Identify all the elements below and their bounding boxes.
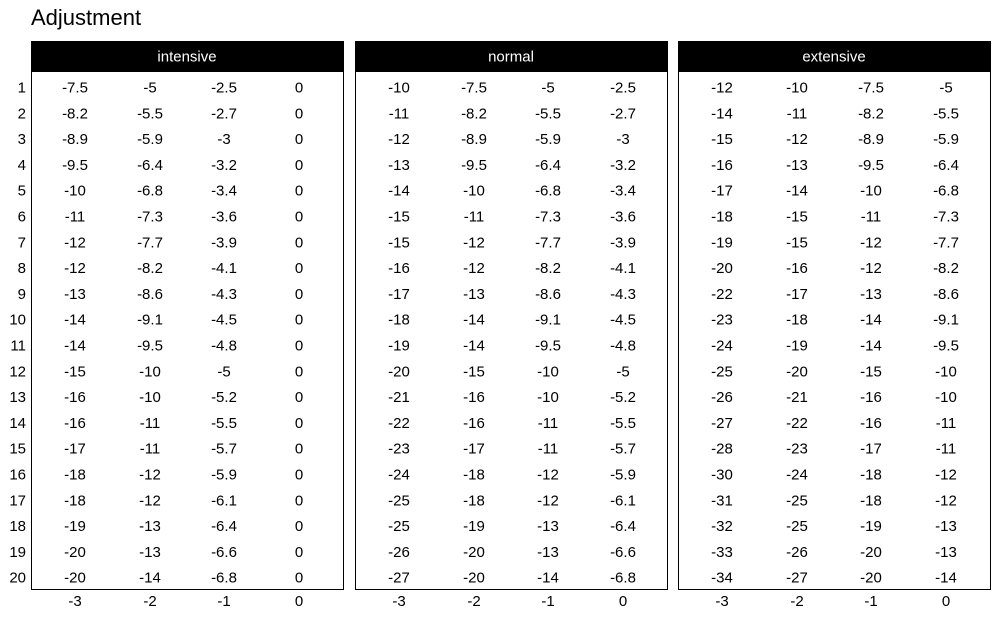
cell-value: -14 — [786, 182, 808, 200]
cell-value: -14 — [388, 182, 410, 200]
cell-value: -25 — [388, 492, 410, 510]
cell-value: -12 — [64, 260, 86, 278]
cell-value: -9.5 — [535, 337, 561, 355]
cell-value: -26 — [711, 389, 733, 407]
cell-value: -8.2 — [933, 260, 959, 278]
cell-value: -32 — [711, 518, 733, 536]
cell-value: -12 — [537, 492, 559, 510]
cell-value: -10 — [786, 79, 808, 97]
cell-value: -4.5 — [211, 311, 237, 329]
cell-value: -7.7 — [933, 234, 959, 252]
cell-value: -15 — [388, 208, 410, 226]
cell-value: -3.9 — [211, 234, 237, 252]
cell-value: -4.5 — [610, 311, 636, 329]
cell-value: -11 — [935, 440, 957, 458]
cell-value: -3.6 — [610, 208, 636, 226]
cell-value: -31 — [711, 492, 733, 510]
cell-value: -14 — [139, 569, 161, 587]
cell-value: -11 — [139, 440, 161, 458]
cell-value: -5.9 — [535, 131, 561, 149]
cell-value: -2.5 — [610, 79, 636, 97]
cell-value: -12 — [537, 466, 559, 484]
cell-value: -16 — [786, 260, 808, 278]
cell-value: -20 — [860, 543, 882, 561]
cell-value: -9.1 — [933, 311, 959, 329]
cell-value: -6.8 — [933, 182, 959, 200]
cell-value: -20 — [463, 543, 485, 561]
cell-value: -5.5 — [933, 105, 959, 123]
cell-value: 0 — [294, 569, 304, 587]
cell-value: 0 — [294, 156, 304, 174]
cell-value: 0 — [294, 234, 304, 252]
cell-value: -5.9 — [933, 131, 959, 149]
cell-value: -8.6 — [535, 285, 561, 303]
cell-value: -20 — [786, 363, 808, 381]
cell-value: -13 — [786, 156, 808, 174]
cell-value: -7.3 — [137, 208, 163, 226]
cell-value: -14 — [711, 105, 733, 123]
cell-value: -5.9 — [610, 466, 636, 484]
cell-value: -5.7 — [610, 440, 636, 458]
cell-value: -2.7 — [211, 105, 237, 123]
cell-value: -18 — [388, 311, 410, 329]
cell-value: -12 — [64, 234, 86, 252]
cell-value: -6.1 — [211, 492, 237, 510]
cell-value: -8.9 — [62, 131, 88, 149]
cell-value: -5 — [143, 79, 157, 97]
row-label: 2 — [17, 105, 26, 123]
cell-value: 0 — [294, 518, 304, 536]
cell-value: -5.5 — [211, 414, 237, 432]
cell-value: -17 — [786, 285, 808, 303]
cell-value: -10 — [537, 363, 559, 381]
cell-value: -14 — [463, 337, 485, 355]
row-label: 7 — [17, 234, 26, 252]
cell-value: -24 — [786, 466, 808, 484]
cell-value: -13 — [935, 543, 957, 561]
cell-value: -17 — [388, 285, 410, 303]
cell-value: -15 — [786, 234, 808, 252]
panel-strip-label: extensive — [802, 48, 866, 66]
cell-value: -18 — [860, 492, 882, 510]
cell-value: -24 — [711, 337, 733, 355]
cell-value: -5.9 — [137, 131, 163, 149]
cell-value: -6.4 — [137, 156, 163, 174]
cell-value: -10 — [537, 389, 559, 407]
cell-value: -18 — [711, 208, 733, 226]
cell-value: -12 — [463, 260, 485, 278]
cell-value: -23 — [388, 440, 410, 458]
cell-value: -12 — [935, 466, 957, 484]
cell-value: -14 — [537, 569, 559, 587]
cell-value: -6.6 — [610, 543, 636, 561]
cell-value: -7.7 — [535, 234, 561, 252]
cell-value: -16 — [711, 156, 733, 174]
cell-value: -15 — [711, 131, 733, 149]
row-label: 20 — [9, 569, 26, 587]
cell-value: -21 — [388, 389, 410, 407]
cell-value: -15 — [860, 363, 882, 381]
cell-value: -10 — [935, 363, 957, 381]
x-tick-label: -3 — [392, 593, 406, 610]
cell-value: -18 — [860, 466, 882, 484]
cell-value: -12 — [139, 492, 161, 510]
row-label: 13 — [9, 389, 26, 407]
cell-value: -23 — [786, 440, 808, 458]
cell-value: -4.3 — [610, 285, 636, 303]
cell-value: -18 — [64, 492, 86, 510]
cell-value: -17 — [463, 440, 485, 458]
x-tick-label: -2 — [143, 593, 157, 610]
cell-value: -25 — [786, 492, 808, 510]
cell-value: -15 — [786, 208, 808, 226]
cell-value: -15 — [463, 363, 485, 381]
cell-value: -20 — [64, 569, 86, 587]
cell-value: -4.8 — [211, 337, 237, 355]
cell-value: -15 — [388, 234, 410, 252]
cell-value: -6.6 — [211, 543, 237, 561]
x-tick-label: -1 — [864, 593, 878, 610]
cell-value: -3.6 — [211, 208, 237, 226]
cell-value: -2.7 — [610, 105, 636, 123]
cell-value: -11 — [537, 440, 559, 458]
cell-value: -5.2 — [211, 389, 237, 407]
cell-value: -16 — [860, 389, 882, 407]
cell-value: -4.3 — [211, 285, 237, 303]
cell-value: -18 — [463, 492, 485, 510]
cell-value: -22 — [388, 414, 410, 432]
cell-value: -10 — [139, 363, 161, 381]
cell-value: -11 — [537, 414, 559, 432]
row-label: 5 — [17, 182, 26, 200]
cell-value: -11 — [463, 208, 485, 226]
cell-value: -11 — [64, 208, 86, 226]
cell-value: -13 — [139, 543, 161, 561]
cell-value: -7.5 — [858, 79, 884, 97]
cell-value: -19 — [860, 518, 882, 536]
cell-value: -13 — [537, 543, 559, 561]
cell-value: -8.9 — [461, 131, 487, 149]
cell-value: 0 — [294, 414, 304, 432]
cell-value: -5.5 — [535, 105, 561, 123]
cell-value: -9.5 — [933, 337, 959, 355]
cell-value: -25 — [786, 518, 808, 536]
x-tick-label: -1 — [541, 593, 555, 610]
cell-value: -10 — [139, 389, 161, 407]
cell-value: -11 — [139, 414, 161, 432]
cell-value: -3.9 — [610, 234, 636, 252]
cell-value: -13 — [860, 285, 882, 303]
cell-value: -13 — [388, 156, 410, 174]
cell-value: 0 — [294, 389, 304, 407]
row-label: 10 — [9, 311, 26, 329]
cell-value: -11 — [388, 105, 410, 123]
cell-value: -10 — [463, 182, 485, 200]
chart-title: Adjustment — [31, 5, 142, 30]
cell-value: -6.8 — [211, 569, 237, 587]
cell-value: -8.6 — [137, 285, 163, 303]
cell-value: -10 — [64, 182, 86, 200]
cell-value: -30 — [711, 466, 733, 484]
cell-value: -16 — [64, 414, 86, 432]
cell-value: 0 — [294, 337, 304, 355]
cell-value: -3.4 — [211, 182, 237, 200]
cell-value: -17 — [711, 182, 733, 200]
x-tick-label: -2 — [467, 593, 481, 610]
cell-value: -21 — [786, 389, 808, 407]
cell-value: -16 — [860, 414, 882, 432]
cell-value: -18 — [463, 466, 485, 484]
cell-value: -6.8 — [137, 182, 163, 200]
cell-value: -5.2 — [610, 389, 636, 407]
cell-value: -14 — [860, 337, 882, 355]
x-tick-label: 0 — [941, 593, 951, 610]
cell-value: -8.2 — [62, 105, 88, 123]
cell-value: -7.7 — [137, 234, 163, 252]
cell-value: -25 — [711, 363, 733, 381]
cell-value: -13 — [935, 518, 957, 536]
cell-value: -22 — [786, 414, 808, 432]
row-label: 6 — [17, 208, 26, 226]
cell-value: -13 — [463, 285, 485, 303]
cell-value: 0 — [294, 311, 304, 329]
cell-value: -11 — [935, 414, 957, 432]
cell-value: -17 — [64, 440, 86, 458]
panel-strip-label: normal — [488, 48, 534, 66]
cell-value: -3 — [217, 131, 231, 149]
cell-value: -16 — [463, 389, 485, 407]
cell-value: -19 — [64, 518, 86, 536]
cell-value: -27 — [786, 569, 808, 587]
row-label: 3 — [17, 131, 26, 149]
cell-value: -12 — [860, 234, 882, 252]
cell-value: -5.9 — [211, 466, 237, 484]
cell-value: -11 — [860, 208, 882, 226]
cell-value: -24 — [388, 466, 410, 484]
cell-value: -26 — [388, 543, 410, 561]
cell-value: -28 — [711, 440, 733, 458]
cell-value: -18 — [786, 311, 808, 329]
cell-value: -6.8 — [610, 569, 636, 587]
cell-value: -4.1 — [610, 260, 636, 278]
cell-value: -14 — [463, 311, 485, 329]
cell-value: -5 — [217, 363, 231, 381]
cell-value: -20 — [388, 363, 410, 381]
cell-value: -13 — [537, 518, 559, 536]
cell-value: -9.1 — [535, 311, 561, 329]
cell-value: -25 — [388, 518, 410, 536]
cell-value: -5.7 — [211, 440, 237, 458]
cell-value: -3.2 — [610, 156, 636, 174]
x-tick-label: 0 — [618, 593, 628, 610]
cell-value: -12 — [786, 131, 808, 149]
cell-value: 0 — [294, 260, 304, 278]
x-tick-label: 0 — [294, 593, 304, 610]
row-label: 14 — [9, 414, 26, 432]
cell-value: 0 — [294, 543, 304, 561]
cell-value: -2.5 — [211, 79, 237, 97]
cell-value: -7.5 — [62, 79, 88, 97]
cell-value: -14 — [64, 337, 86, 355]
cell-value: -20 — [64, 543, 86, 561]
row-label: 1 — [17, 79, 26, 97]
row-label: 15 — [9, 440, 26, 458]
cell-value: -17 — [860, 440, 882, 458]
cell-value: 0 — [294, 182, 304, 200]
cell-value: -15 — [64, 363, 86, 381]
cell-value: -20 — [860, 569, 882, 587]
x-tick-label: -1 — [217, 593, 231, 610]
cell-value: -9.5 — [62, 156, 88, 174]
cell-value: 0 — [294, 492, 304, 510]
cell-value: -7.3 — [535, 208, 561, 226]
row-label: 4 — [17, 156, 26, 174]
cell-value: -20 — [463, 569, 485, 587]
cell-value: -18 — [64, 466, 86, 484]
cell-value: -12 — [860, 260, 882, 278]
cell-value: -3 — [616, 131, 630, 149]
cell-value: -11 — [786, 105, 808, 123]
cell-value: 0 — [294, 466, 304, 484]
cell-value: -13 — [64, 285, 86, 303]
cell-value: -5.5 — [610, 414, 636, 432]
cell-value: -12 — [463, 234, 485, 252]
cell-value: -6.4 — [211, 518, 237, 536]
cell-value: -8.2 — [461, 105, 487, 123]
cell-value: -8.2 — [858, 105, 884, 123]
x-tick-label: -2 — [790, 593, 804, 610]
cell-value: -10 — [860, 182, 882, 200]
cell-value: -8.9 — [858, 131, 884, 149]
cell-value: -14 — [935, 569, 957, 587]
cell-value: -7.3 — [933, 208, 959, 226]
cell-value: -23 — [711, 311, 733, 329]
row-label: 11 — [10, 337, 26, 355]
cell-value: -27 — [711, 414, 733, 432]
x-tick-label: -3 — [715, 593, 729, 610]
cell-value: -5.5 — [137, 105, 163, 123]
cell-value: -33 — [711, 543, 733, 561]
cell-value: -8.6 — [933, 285, 959, 303]
cell-value: -19 — [711, 234, 733, 252]
cell-value: -8.2 — [535, 260, 561, 278]
cell-value: -6.8 — [535, 182, 561, 200]
cell-value: 0 — [294, 131, 304, 149]
row-label: 17 — [9, 492, 26, 510]
cell-value: -9.1 — [137, 311, 163, 329]
cell-value: 0 — [294, 285, 304, 303]
cell-value: -14 — [860, 311, 882, 329]
cell-value: -10 — [388, 79, 410, 97]
cell-value: -19 — [786, 337, 808, 355]
row-label: 18 — [9, 518, 26, 536]
x-tick-label: -3 — [68, 593, 82, 610]
cell-value: -16 — [64, 389, 86, 407]
cell-value: -12 — [139, 466, 161, 484]
cell-value: -5 — [939, 79, 953, 97]
cell-value: -5 — [616, 363, 630, 381]
cell-value: -12 — [388, 131, 410, 149]
cell-value: -19 — [463, 518, 485, 536]
cell-value: -13 — [139, 518, 161, 536]
cell-value: -5 — [541, 79, 555, 97]
cell-value: 0 — [294, 440, 304, 458]
cell-value: -14 — [64, 311, 86, 329]
cell-value: -9.5 — [461, 156, 487, 174]
cell-value: -8.2 — [137, 260, 163, 278]
cell-value: -3.4 — [610, 182, 636, 200]
cell-value: -3.2 — [211, 156, 237, 174]
cell-value: -27 — [388, 569, 410, 587]
cell-value: -9.5 — [858, 156, 884, 174]
panel-strip-label: intensive — [157, 48, 217, 66]
row-label: 19 — [9, 543, 26, 561]
cell-value: 0 — [294, 105, 304, 123]
cell-value: -26 — [786, 543, 808, 561]
cell-value: -12 — [711, 79, 733, 97]
row-label: 12 — [9, 363, 26, 381]
row-label: 8 — [17, 260, 26, 278]
cell-value: -20 — [711, 260, 733, 278]
cell-value: 0 — [294, 363, 304, 381]
cell-value: -6.4 — [933, 156, 959, 174]
cell-value: -16 — [388, 260, 410, 278]
row-label: 9 — [17, 285, 26, 303]
cell-value: -16 — [463, 414, 485, 432]
cell-value: -4.1 — [211, 260, 237, 278]
cell-value: 0 — [294, 208, 304, 226]
cell-value: -12 — [935, 492, 957, 510]
cell-value: -6.4 — [610, 518, 636, 536]
cell-value: -6.4 — [535, 156, 561, 174]
cell-value: -22 — [711, 285, 733, 303]
row-label: 16 — [9, 466, 26, 484]
cell-value: -9.5 — [137, 337, 163, 355]
cell-value: 0 — [294, 79, 304, 97]
cell-value: -7.5 — [461, 79, 487, 97]
cell-value: -4.8 — [610, 337, 636, 355]
cell-value: -6.1 — [610, 492, 636, 510]
cell-value: -10 — [935, 389, 957, 407]
cell-value: -34 — [711, 569, 733, 587]
cell-value: -19 — [388, 337, 410, 355]
